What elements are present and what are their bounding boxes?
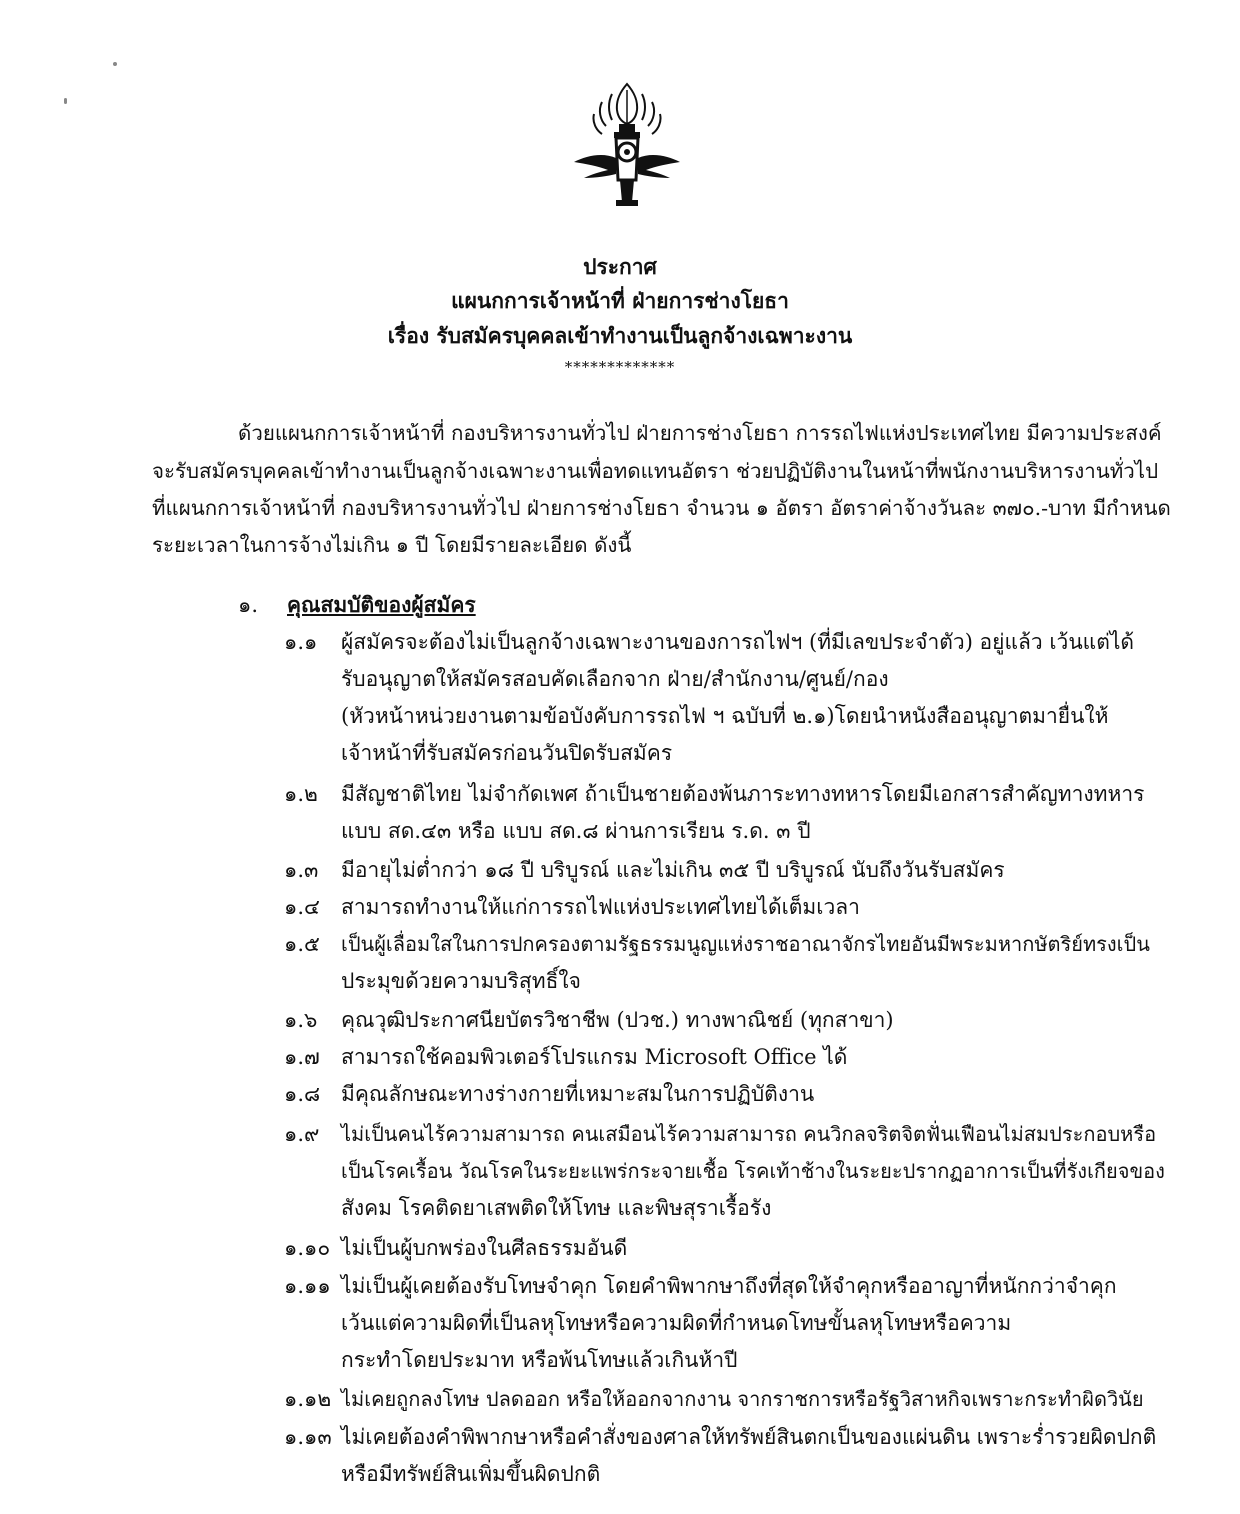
section-number: ๑. — [238, 593, 259, 617]
item-text: เจ้าหน้าที่รับสมัครก่อนวันปิดรับสมัคร — [341, 741, 673, 765]
item-text: ไม่เป็นผู้บกพร่องในศีลธรรมอันดี — [341, 1236, 628, 1260]
item-number: ๑.๗ — [284, 1045, 320, 1069]
item-text: มีคุณลักษณะทางร่างกายที่เหมาะสมในการปฏิบัติงาน — [341, 1082, 815, 1106]
item-text: สามารถทำงานให้แก่การรถไฟแห่งประเทศไทยได้เต็มเวลา — [341, 895, 860, 919]
item-number: ๑.๒ — [284, 782, 318, 806]
document-title: ประกาศ — [583, 254, 657, 279]
item-number: ๑.๑๐ — [284, 1236, 331, 1260]
item-number: ๑.๑๓ — [284, 1425, 332, 1449]
item-text: รับอนุญาตให้สมัครสอบคัดเลือกจาก ฝ่าย/สำนักงาน/ศูนย์/กอง — [341, 667, 889, 691]
item-text: คุณวุฒิประกาศนียบัตรวิชาชีพ (ปวช.) ทางพาณิชย์ (ทุกสาขา) — [341, 1008, 894, 1032]
item-number: ๑.๔ — [284, 895, 320, 919]
item-number: ๑.๕ — [284, 932, 320, 956]
item-text: มีอายุไม่ต่ำกว่า ๑๘ ปี บริบูรณ์ และไม่เกิน ๓๕ ปี บริบูรณ์ นับถึงวันรับสมัคร — [341, 858, 1005, 882]
item-text: ไม่เป็นผู้เคยต้องรับโทษจำคุก โดยคำพิพากษาถึงที่สุดให้จำคุกหรืออาญาที่หนักกว่าจำคุก — [341, 1274, 1117, 1298]
title-separator: ************* — [564, 358, 676, 376]
item-text: (หัวหน้าหน่วยงานตามข้อบังคับการรถไฟ ฯ ฉบับที่ ๒.๑)โดยนำหนังสืออนุญาตมายื่นให้ — [341, 704, 1109, 728]
item-number: ๑.๙ — [284, 1122, 320, 1146]
item-number: ๑.๓ — [284, 858, 319, 882]
section-title: คุณสมบัติของผู้สมัคร — [287, 592, 476, 617]
srt-emblem-logo — [572, 80, 682, 210]
item-number: ๑.๖ — [284, 1008, 318, 1032]
item-text: ไม่เคยถูกลงโทษ ปลดออก หรือให้ออกจากงาน จากราชการหรือรัฐวิสาหกิจเพราะกระทำผิดวินัย — [341, 1387, 1144, 1411]
issuing-department: แผนกการเจ้าหน้าที่ ฝ่ายการช่างโยธา — [451, 288, 789, 313]
intro-line: ด้วยแผนกการเจ้าหน้าที่ กองบริหารงานทั่วไป ฝ่ายการช่างโยธา การรถไฟแห่งประเทศไทย มีความประสงค์ — [238, 421, 1162, 445]
item-text: ไม่เป็นคนไร้ความสามารถ คนเสมือนไร้ความสามารถ คนวิกลจริตจิตฟั่นเฟือนไม่สมประกอบหรือ — [341, 1122, 1157, 1146]
item-text: ผู้สมัครจะต้องไม่เป็นลูกจ้างเฉพาะงานของการถไฟฯ (ที่มีเลขประจำตัว) อยู่แล้ว เว้นแต่ได้ — [341, 630, 1135, 654]
item-text: ประมุขด้วยความบริสุทธิ์ใจ — [341, 969, 581, 993]
item-text: เว้นแต่ความผิดที่เป็นลหุโทษหรือความผิดที่กำหนดโทษขั้นลหุโทษหรือความ — [341, 1311, 1012, 1335]
item-number: ๑.๑๒ — [284, 1387, 332, 1411]
item-text: เป็นผู้เลื่อมใสในการปกครองตามรัฐธรรมนูญแห่งราชอาณาจักรไทยอันมีพระมหากษัตริย์ทรงเป็น — [341, 932, 1150, 956]
intro-line: ที่แผนกการเจ้าหน้าที่ กองบริหารงานทั่วไป ฝ่ายการช่างโยธา จำนวน ๑ อัตรา อัตราค่าจ้างวันละ ๓๗๐.-บาท มีกำหนด — [152, 496, 1171, 520]
item-text: เป็นโรคเรื้อน วัณโรคในระยะแพร่กระจายเชื้อ โรคเท้าช้างในระยะปรากฏอาการเป็นที่รังเกียจของ — [341, 1159, 1165, 1183]
item-number: ๑.๑ — [284, 630, 318, 654]
item-number: ๑.๑๑ — [284, 1274, 331, 1298]
item-text: กระทำโดยประมาท หรือพ้นโทษแล้วเกินห้าปี — [341, 1348, 738, 1372]
document-subject: เรื่อง รับสมัครบุคคลเข้าทำงานเป็นลูกจ้างเฉพาะงาน — [387, 323, 853, 348]
intro-line: ระยะเวลาในการจ้างไม่เกิน ๑ ปี โดยมีรายละเอียด ดังนี้ — [152, 533, 632, 557]
item-number: ๑.๘ — [284, 1082, 321, 1106]
scan-speck — [64, 98, 67, 104]
intro-line: จะรับสมัครบุคคลเข้าทำงานเป็นลูกจ้างเฉพาะงานเพื่อทดแทนอัตรา ช่วยปฏิบัติงานในหน้าที่พนักงานบริหารงานทั่วไป — [152, 459, 1159, 483]
item-text: สังคม โรคติดยาเสพติดให้โทษ และพิษสุราเรื้อรัง — [341, 1196, 772, 1220]
item-text: หรือมีทรัพย์สินเพิ่มขึ้นผิดปกติ — [341, 1462, 601, 1486]
scan-speck — [113, 62, 117, 66]
item-text: มีสัญชาติไทย ไม่จำกัดเพศ ถ้าเป็นชายต้องพ้นภาระทางทหารโดยมีเอกสารสำคัญทางทหาร — [341, 782, 1145, 806]
item-text: แบบ สด.๔๓ หรือ แบบ สด.๘ ผ่านการเรียน ร.ด. ๓ ปี — [341, 819, 811, 843]
item-text: สามารถใช้คอมพิวเตอร์โปรแกรม Microsoft Office ได้ — [341, 1045, 848, 1069]
item-text: ไม่เคยต้องคำพิพากษาหรือคำสั่งของศาลให้ทรัพย์สินตกเป็นของแผ่นดิน เพราะร่ำรวยผิดปกติ — [341, 1425, 1157, 1449]
